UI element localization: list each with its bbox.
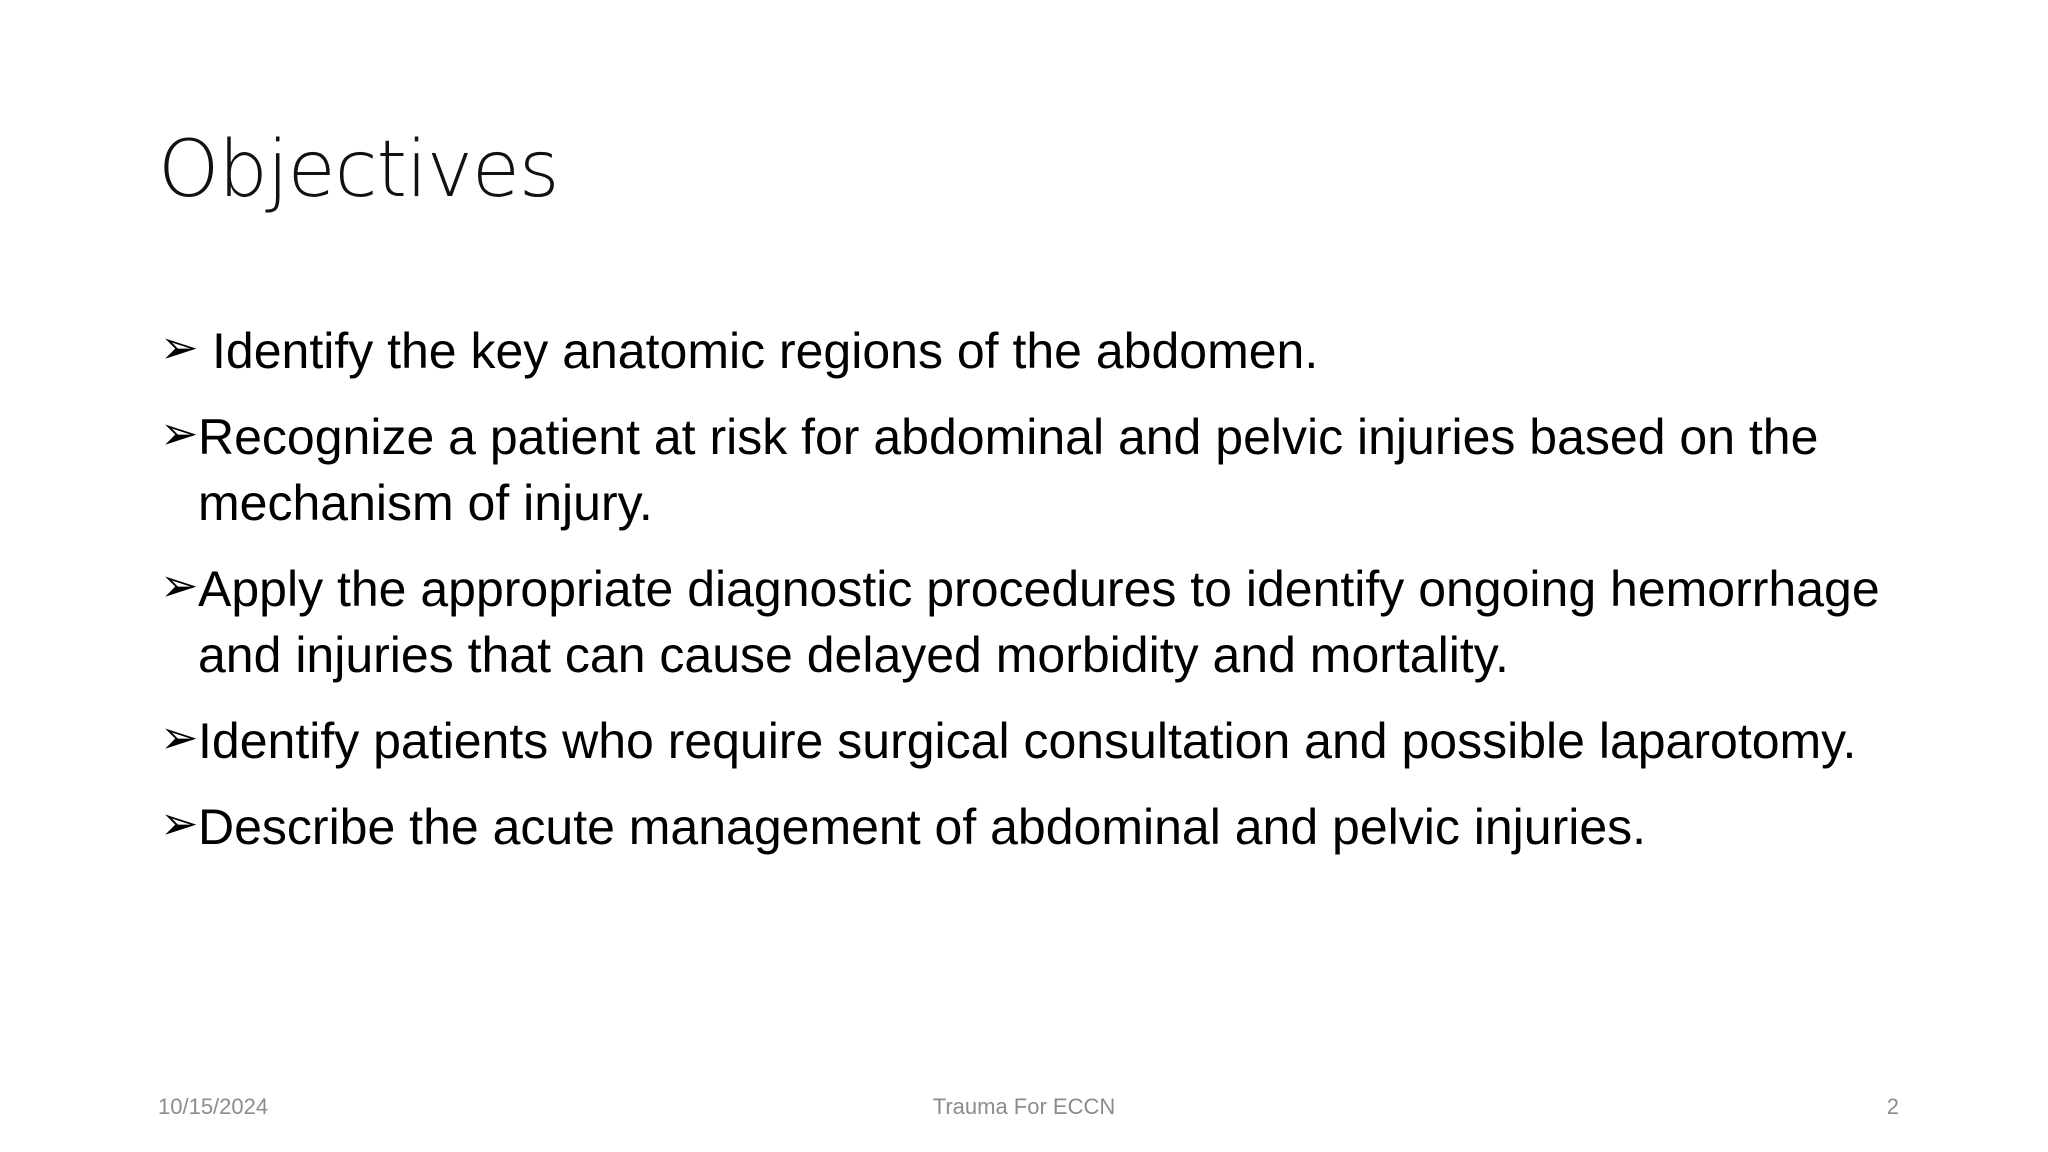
bullet-text: Apply the appropriate diagnostic procedures to identify ongoing hemorrhage and injuries that can cause delayed morbidity and mortality.	[198, 561, 1880, 683]
list-item	[158, 556, 1918, 688]
bullet-text: Describe the acute management of abdominal and pelvic injuries.	[198, 799, 1647, 855]
objectives-list	[158, 318, 1918, 880]
arrowhead-bullet-icon: ➢	[160, 559, 199, 611]
slide-title: Objectives	[158, 125, 559, 215]
arrowhead-bullet-icon: ➢	[160, 407, 199, 459]
bullet-text: Recognize a patient at risk for abdominal and pelvic injuries based on the mechanism of injury.	[198, 409, 1819, 531]
slide-number: 2	[1886, 1094, 1899, 1119]
arrowhead-bullet-icon: ➢	[160, 711, 199, 763]
footer-title: Trauma For ECCN	[932, 1094, 1116, 1119]
footer-date: 10/15/2024	[158, 1094, 269, 1119]
list-item	[158, 794, 1918, 860]
arrowhead-bullet-icon: ➢	[160, 797, 199, 849]
bullet-text: Identify patients who require surgical consultation and possible laparotomy.	[198, 713, 1857, 769]
list-item	[158, 404, 1918, 536]
list-item	[158, 708, 1918, 774]
list-item	[158, 318, 1918, 384]
arrowhead-bullet-icon: ➢	[160, 321, 199, 373]
bullet-text: Identify the key anatomic regions of the abdomen.	[212, 323, 1319, 379]
